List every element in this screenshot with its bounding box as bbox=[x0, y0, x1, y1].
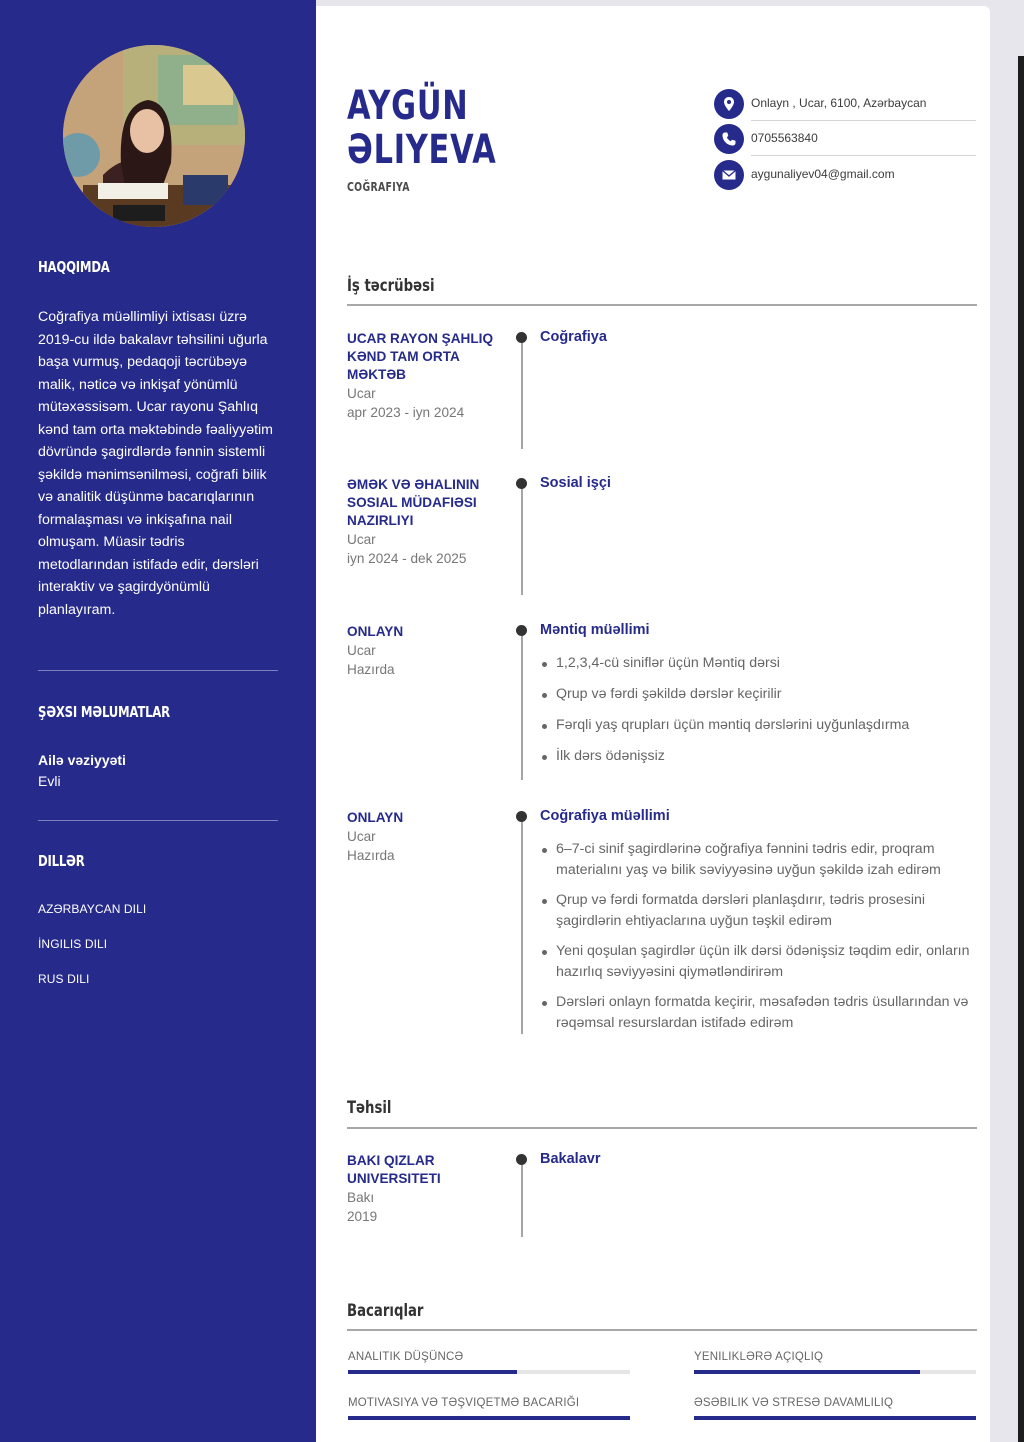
location: Ucar bbox=[347, 386, 376, 401]
about-title: HAQQIMDA bbox=[38, 258, 110, 276]
skill-label: ANALITIK DÜŞÜNCƏ bbox=[348, 1351, 464, 1363]
organization-name: ONLAYN bbox=[347, 624, 404, 639]
experience-title: İş təcrübəsi bbox=[347, 276, 435, 296]
divider bbox=[38, 820, 278, 821]
profession-subtitle: COĞRAFIYA bbox=[347, 180, 410, 194]
language-item: AZƏRBAYCAN DILI bbox=[38, 902, 147, 916]
job-title: Coğrafiya bbox=[540, 329, 607, 345]
education-title: Təhsil bbox=[347, 1098, 392, 1118]
organization-name: ONLAYN bbox=[347, 810, 404, 825]
divider bbox=[38, 670, 278, 671]
experience-item bbox=[347, 623, 497, 679]
phone-text[interactable]: 0705563840 bbox=[751, 131, 818, 145]
languages-title: DILLƏR bbox=[38, 852, 85, 870]
personal-info-title: ŞƏXSI MƏLUMATLAR bbox=[38, 703, 170, 721]
first-name: AYGÜN bbox=[347, 83, 469, 129]
address-text: Onlayn , Ucar, 6100, Azərbaycan bbox=[751, 96, 927, 110]
sidebar bbox=[0, 0, 316, 1442]
section-rule bbox=[347, 1329, 977, 1331]
about-text: Coğrafiya müəllimliyi ixtisası üzrə 2019-cu ildə bakalavr təhsilini uğurla başa vurmuş, pedaqoji təcrübəyə malik, nəticə və inkişaf yönümlü mütəxəssisəm. Ucar rayonu Şahlıq kənd tam orta məktəbində fəaliyyətim dövründə şagirdlərdə fənnin sistemli şəkildə mənimsənilməsi, coğrafi bilik və analitik düşünmə bacarıqlarının formalaşması və inkişafına nail olmuşam. Müasir tədris metodlarından istifadə edir, dərsləri interaktiv və şagirdyönümlü planlayıram. bbox=[38, 309, 273, 618]
language-item: RUS DILI bbox=[38, 972, 90, 986]
job-title: Coğrafiya müəllimi bbox=[540, 808, 670, 824]
duty-item: Dərsləri onlayn formatda keçirir, məsafədən tədris üsullarından və rəqəmsal resurslardan istifadə edirəm bbox=[540, 992, 980, 1034]
experience-item bbox=[347, 330, 497, 422]
skill-bar bbox=[694, 1370, 976, 1374]
skill-label: ƏSƏBILIK VƏ STRESƏ DAVAMLILIQ bbox=[694, 1397, 894, 1409]
experience-item bbox=[347, 476, 497, 568]
skill-label: YENILIKLƏRƏ AÇIQLIQ bbox=[694, 1351, 824, 1363]
timeline-line bbox=[521, 816, 523, 1034]
degree: Bakalavr bbox=[540, 1151, 601, 1167]
timeline-line bbox=[521, 483, 523, 595]
education-item bbox=[347, 1152, 497, 1226]
job-title: Məntiq müəllimi bbox=[540, 622, 650, 638]
contact-address bbox=[714, 88, 976, 120]
experience-item bbox=[347, 809, 497, 865]
job-title: Sosial işçi bbox=[540, 475, 611, 491]
full-name bbox=[347, 84, 497, 172]
location-pin-icon bbox=[714, 89, 744, 119]
duty-item: Yeni qoşulan şagirdlər üçün ilk dərsi ödənişsiz təqdim edir, onların hazırlıq səviyyəsini qiymətləndirirəm bbox=[540, 941, 980, 983]
timeline-dot bbox=[516, 811, 527, 822]
timeline-line bbox=[521, 337, 523, 449]
location: Bakı bbox=[347, 1190, 375, 1205]
skill-bar bbox=[348, 1370, 630, 1374]
dates: 2019 bbox=[347, 1209, 378, 1224]
timeline-line bbox=[521, 1159, 523, 1237]
location: Ucar bbox=[347, 643, 376, 658]
timeline-line bbox=[521, 630, 523, 780]
scrollbar[interactable] bbox=[1018, 56, 1024, 1442]
phone-icon bbox=[714, 124, 744, 154]
skill-bar-fill bbox=[348, 1370, 517, 1374]
email-icon bbox=[714, 160, 744, 190]
profile-photo bbox=[63, 45, 245, 227]
skill-bar-fill bbox=[694, 1370, 920, 1374]
organization-name: UCAR RAYON ŞAHLIQ KƏND TAM ORTA MƏKTƏB bbox=[347, 331, 494, 382]
skills-title: Bacarıqlar bbox=[347, 1301, 424, 1321]
location: Ucar bbox=[347, 532, 376, 547]
timeline-dot bbox=[516, 625, 527, 636]
duty-item: 6–7-ci sinif şagirdlərinə coğrafiya fənnini tədris edir, proqram materialını yaş və bilik səviyyəsinə uyğun şəkildə izah edirəm bbox=[540, 839, 980, 881]
dates: Hazırda bbox=[347, 848, 395, 863]
dates: iyn 2024 - dek 2025 bbox=[347, 551, 467, 566]
family-status-label: Ailə vəziyyəti bbox=[38, 752, 126, 768]
dates: apr 2023 - iyn 2024 bbox=[347, 405, 465, 420]
location: Ucar bbox=[347, 829, 376, 844]
skill-bar bbox=[348, 1416, 630, 1420]
institution-name: BAKI QIZLAR UNIVERSITETI bbox=[347, 1153, 441, 1186]
section-rule bbox=[347, 1127, 977, 1129]
skill-label: MOTIVASIYA VƏ TƏŞVIQETMƏ BACARIĞI bbox=[348, 1397, 580, 1409]
email-text[interactable]: aygunaliyev04@gmail.com bbox=[751, 167, 895, 181]
section-rule bbox=[347, 304, 977, 306]
family-status-value: Evli bbox=[38, 773, 61, 789]
organization-name: ƏMƏK VƏ ƏHALININ SOSIAL MÜDAFIƏSI NAZIRLIYI bbox=[347, 477, 480, 528]
last-name: ƏLIYEVA bbox=[347, 127, 497, 173]
skill-bar bbox=[694, 1416, 976, 1420]
duty-item: Fərqli yaş qrupları üçün məntiq dərslərini uyğunlaşdırma bbox=[540, 715, 980, 736]
skill-bar-fill bbox=[348, 1416, 630, 1420]
timeline-dot bbox=[516, 478, 527, 489]
dates: Hazırda bbox=[347, 662, 395, 677]
timeline-dot bbox=[516, 332, 527, 343]
skill-bar-fill bbox=[694, 1416, 976, 1420]
duty-item: Qrup və fərdi formatda dərsləri planlaşdırır, tədris prosesini şagirdlərin ehtiyaclarına uyğun təşkil edirəm bbox=[540, 890, 980, 932]
contact-phone bbox=[714, 123, 976, 155]
language-item: İNGILIS DILI bbox=[38, 937, 108, 951]
timeline-dot bbox=[516, 1154, 527, 1165]
duty-item: İlk dərs ödənişsiz bbox=[540, 746, 980, 767]
contact-email bbox=[714, 159, 976, 191]
duty-item: 1,2,3,4-cü siniflər üçün Məntiq dərsi bbox=[540, 653, 980, 674]
duty-item: Qrup və fərdi şəkildə dərslər keçirilir bbox=[540, 684, 980, 705]
